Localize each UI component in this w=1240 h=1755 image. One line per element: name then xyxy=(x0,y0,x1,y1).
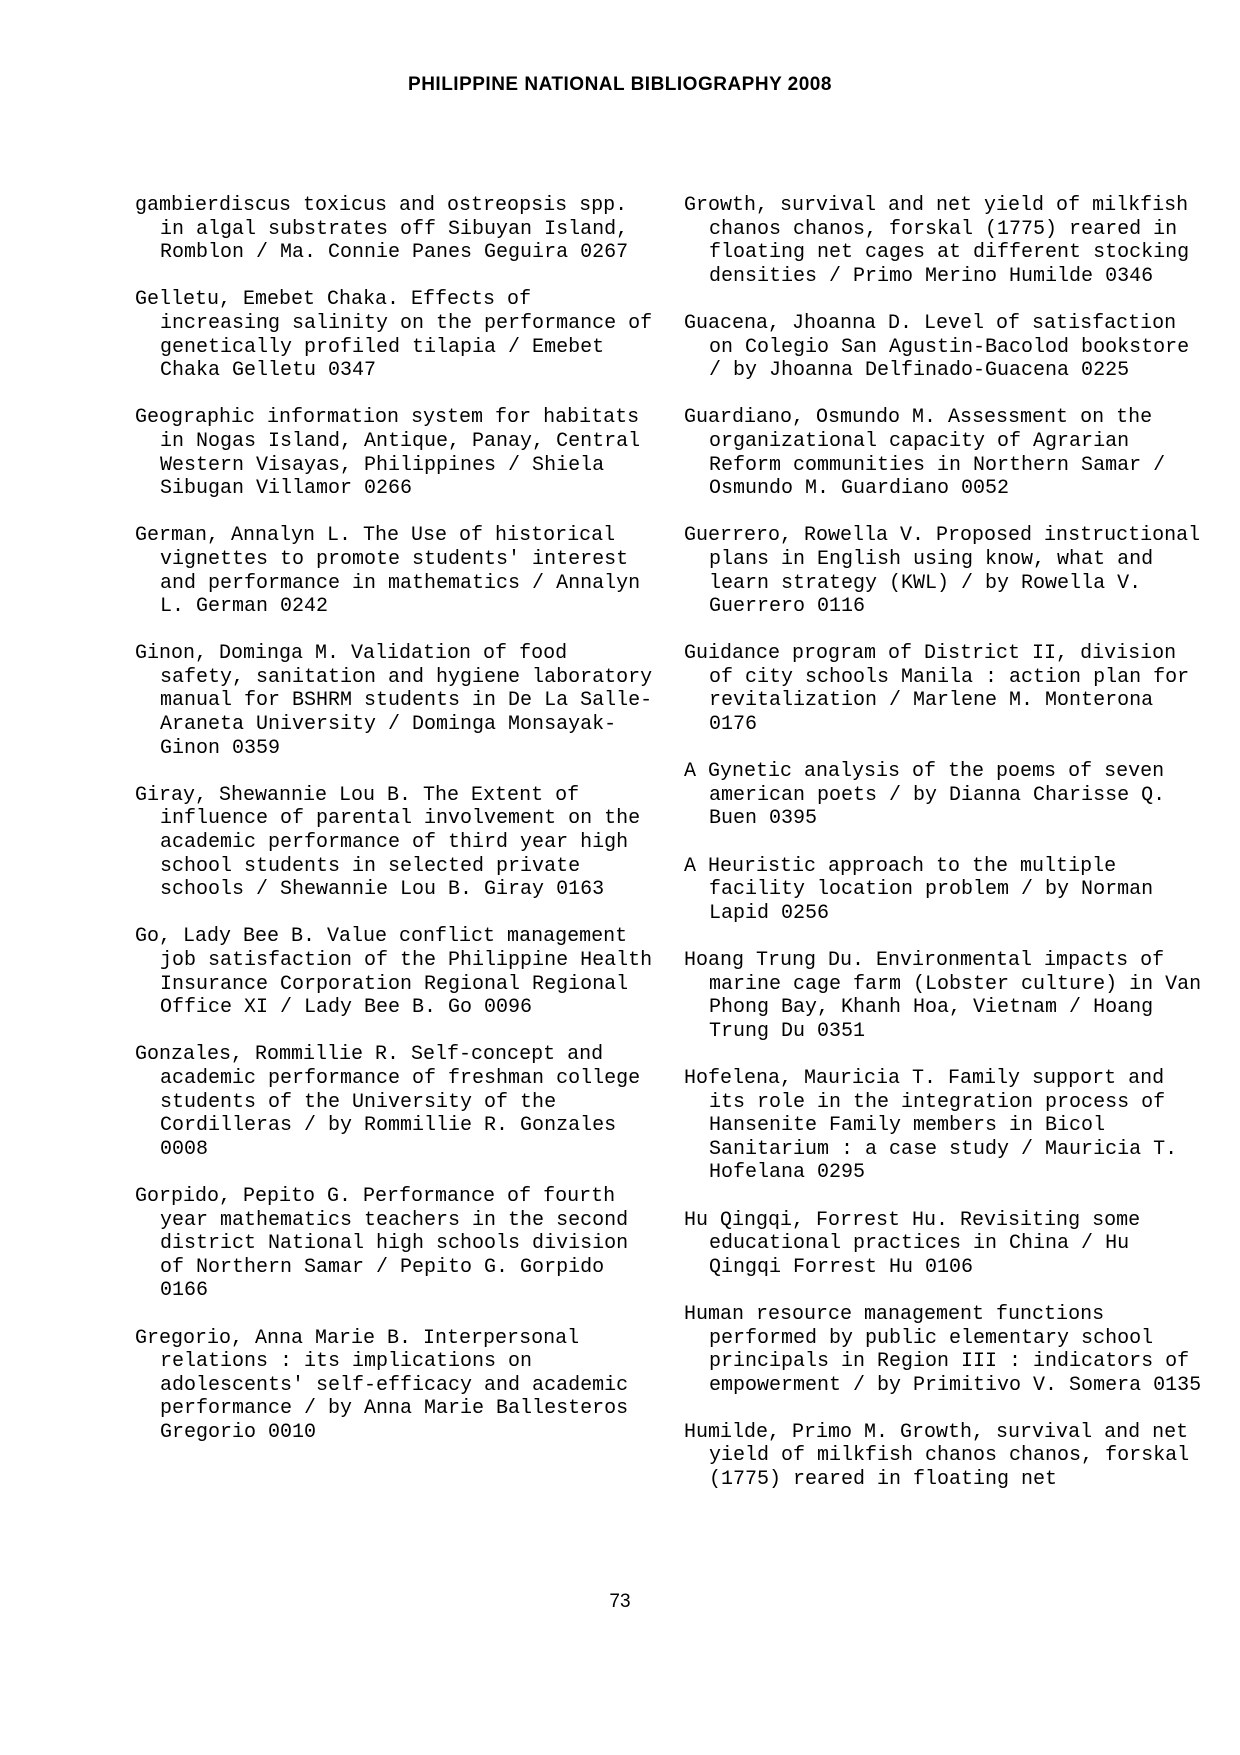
bibliography-entry: Humilde, Primo M. Growth, survival and net yield of milkfish chanos chanos, forskal (1775) reared in floating net xyxy=(684,1420,1190,1492)
bibliography-entry: Giray, Shewannie Lou B. The Extent of influence of parental involvement on the academic performance of third year high school students in selected private schools / Shewannie Lou B. Giray 0163 xyxy=(135,783,641,902)
bibliography-entry: Gelletu, Emebet Chaka. Effects of increasing salinity on the performance of genetically profiled tilapia / Emebet Chaka Gelletu 0347 xyxy=(135,288,653,383)
bibliography-entry: Gorpido, Pepito G. Performance of fourth year mathematics teachers in the second district National high schools division of Northern Samar / Pepito G. Gorpido 0166 xyxy=(135,1184,629,1303)
bibliography-entry: Go, Lady Bee B. Value conflict management job satisfaction of the Philippine Health Insurance Corporation Regional Regional Office XI / Lady Bee B. Go 0096 xyxy=(135,925,653,1020)
bibliography-entry: Growth, survival and net yield of milkfish chanos chanos, forskal (1775) reared in floating net cages at different stocking densities / Primo Merino Humilde 0346 xyxy=(684,194,1190,288)
bibliography-entry: A Gynetic analysis of the poems of seven american poets / by Dianna Charisse Q. Buen 0395 xyxy=(684,760,1166,831)
bibliography-entry: Human resource management functions performed by public elementary school principals in Region III : indicators of empowerment / by Primitivo V. Somera 0135 xyxy=(684,1302,1202,1397)
bibliography-entry: Hu Qingqi, Forrest Hu. Revisiting some educational practices in China / Hu Qingqi Forrest Hu 0106 xyxy=(684,1208,1141,1279)
bibliography-entry: Guerrero, Rowella V. Proposed instructional plans in English using know, what and learn strategy (KWL) / by Rowella V. Guerrero 0116 xyxy=(684,524,1201,619)
page-title: PHILIPPINE NATIONAL BIBLIOGRAPHY 2008 xyxy=(408,74,832,95)
bibliography-entry: German, Annalyn L. The Use of historical vignettes to promote students' interest and performance in mathematics / Annalyn L. German 0242 xyxy=(135,524,641,619)
bibliography-entry: Gregorio, Anna Marie B. Interpersonal relations : its implications on adolescents' self-efficacy and academic performance / by Anna Marie Ballesteros Gregorio 0010 xyxy=(135,1326,629,1444)
bibliography-entry: Guidance program of District II, division of city schools Manila : action plan for revitalization / Marlene M. Monterona 0176 xyxy=(684,642,1190,737)
bibliography-entry: Guardiano, Osmundo M. Assessment on the organizational capacity of Agrarian Reform communities in Northern Samar / Osmundo M. Guardiano 0052 xyxy=(684,406,1166,501)
bibliography-entry: Ginon, Dominga M. Validation of food safety, sanitation and hygiene laboratory manual for BSHRM students in De La Salle-Araneta University / Dominga Monsayak-Ginon 0359 xyxy=(135,642,653,760)
bibliography-entry: gambierdiscus toxicus and ostreopsis spp. in algal substrates off Sibuyan Island, Romblon / Ma. Connie Panes Geguira 0267 xyxy=(135,194,629,265)
bibliography-entry: Gonzales, Rommillie R. Self-concept and academic performance of freshman college students of the University of the Cordilleras / by Rommillie R. Gonzales 0008 xyxy=(135,1043,641,1161)
bibliography-entry: A Heuristic approach to the multiple facility location problem / by Norman Lapid 0256 xyxy=(684,854,1154,925)
page-number: 73 xyxy=(609,1591,631,1612)
left-column xyxy=(135,194,655,1468)
bibliography-entry: Hofelena, Mauricia T. Family support and its role in the integration process of Hansenite Family members in Bicol Sanitarium : a case study / Mauricia T. Hofelana 0295 xyxy=(684,1066,1178,1185)
bibliography-entry: Hoang Trung Du. Environmental impacts of marine cage farm (Lobster culture) in Van Phong Bay, Khanh Hoa, Vietnam / Hoang Trung Du 0351 xyxy=(684,949,1202,1043)
right-column xyxy=(684,194,1204,1515)
bibliography-entry: Guacena, Jhoanna D. Level of satisfaction on Colegio San Agustin-Bacolod bookstore / by Jhoanna Delfinado-Guacena 0225 xyxy=(684,311,1190,383)
bibliography-entry: Geographic information system for habitats in Nogas Island, Antique, Panay, Central Western Visayas, Philippines / Shiela Sibugan Villamor 0266 xyxy=(135,406,641,501)
